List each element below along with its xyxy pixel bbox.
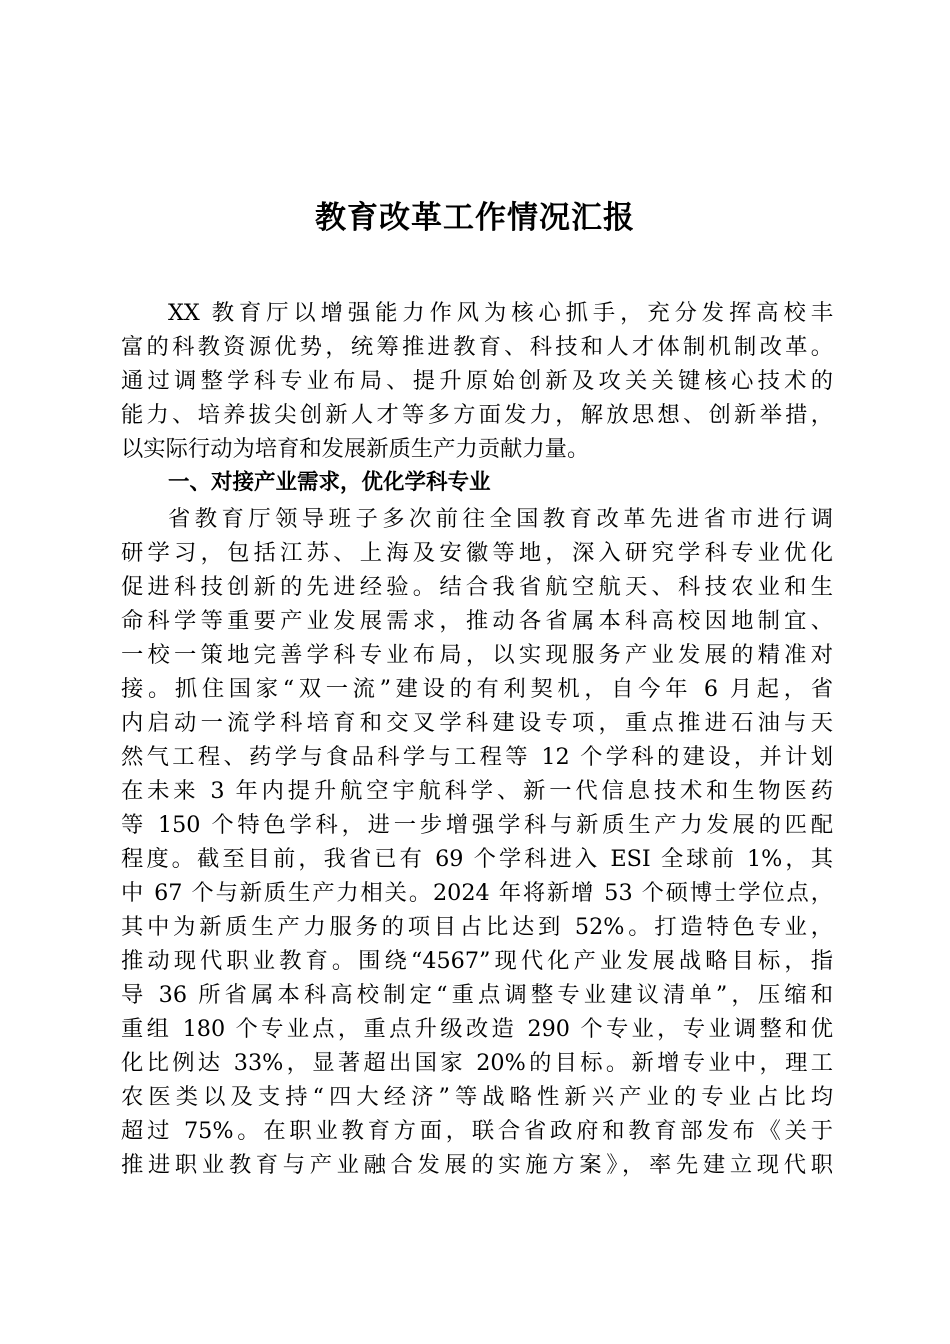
paragraph-line: 等 150 个特色学科，进一步增强学科与新质生产力发展的匹配 — [121, 812, 833, 838]
document-title: 教育改革工作情况汇报 — [315, 200, 635, 236]
paragraph-line: 在未来 3 年内提升航空宇航科学、新一代信息技术和生物医药 — [121, 778, 833, 804]
paragraph-line: 富的科教资源优势，统筹推进教育、科技和人才体制机制改革。 — [121, 334, 833, 360]
paragraph-line: 研学习，包括江苏、上海及安徽等地，深入研究学科专业优化 — [121, 540, 833, 566]
paragraph-line: 中 67 个与新质生产力相关。2024 年将新增 53 个硕博士学位点， — [121, 880, 833, 906]
paragraph-line: 推动现代职业教育。围绕“4567”现代化产业发展战略目标，指 — [121, 948, 833, 974]
paragraph-line: 接。抓住国家“双一流”建设的有利契机，自今年 6 月起，省 — [121, 676, 833, 702]
paragraph-line: 内启动一流学科培育和交叉学科建设专项，重点推进石油与天 — [121, 710, 833, 736]
paragraph-line: 重组 180 个专业点，重点升级改造 290 个专业，专业调整和优 — [121, 1016, 833, 1042]
paragraph-line: 程度。截至目前，我省已有 69 个学科进入 ESI 全球前 1%，其 — [121, 846, 833, 872]
paragraph-line: 能力、培养拔尖创新人才等多方面发力，解放思想、创新举措， — [121, 402, 833, 428]
paragraph-line: 推进职业教育与产业融合发展的实施方案》，率先建立现代职 — [121, 1152, 833, 1178]
paragraph-line: XX 教育厅以增强能力作风为核心抓手，充分发挥高校丰 — [168, 300, 833, 326]
paragraph-line: 其中为新质生产力服务的项目占比达到 52%。打造特色专业， — [121, 914, 833, 940]
paragraph-line: 以实际行动为培育和发展新质生产力贡献力量。 — [121, 436, 590, 462]
paragraph-line: 命科学等重要产业发展需求，推动各省属本科高校因地制宜、 — [121, 608, 833, 634]
paragraph-line: 通过调整学科专业布局、提升原始创新及攻关关键核心技术的 — [121, 368, 833, 394]
paragraph-line: 然气工程、药学与食品科学与工程等 12 个学科的建设，并计划 — [121, 744, 833, 770]
paragraph-line: 省教育厅领导班子多次前往全国教育改革先进省市进行调 — [168, 506, 833, 532]
paragraph-line: 导 36 所省属本科高校制定“重点调整专业建议清单”，压缩和 — [121, 982, 833, 1008]
paragraph-line: 一校一策地完善学科专业布局，以实现服务产业发展的精准对 — [121, 642, 833, 668]
paragraph-line: 超过 75%。在职业教育方面，联合省政府和教育部发布《关于 — [121, 1118, 833, 1144]
section-heading: 一、对接产业需求，优化学科专业 — [168, 470, 491, 495]
paragraph-line: 农医类以及支持“四大经济”等战略性新兴产业的专业占比均 — [121, 1084, 833, 1110]
paragraph-line: 促进科技创新的先进经验。结合我省航空航天、科技农业和生 — [121, 574, 833, 600]
paragraph-line: 化比例达 33%，显著超出国家 20%的目标。新增专业中，理工 — [121, 1050, 833, 1076]
